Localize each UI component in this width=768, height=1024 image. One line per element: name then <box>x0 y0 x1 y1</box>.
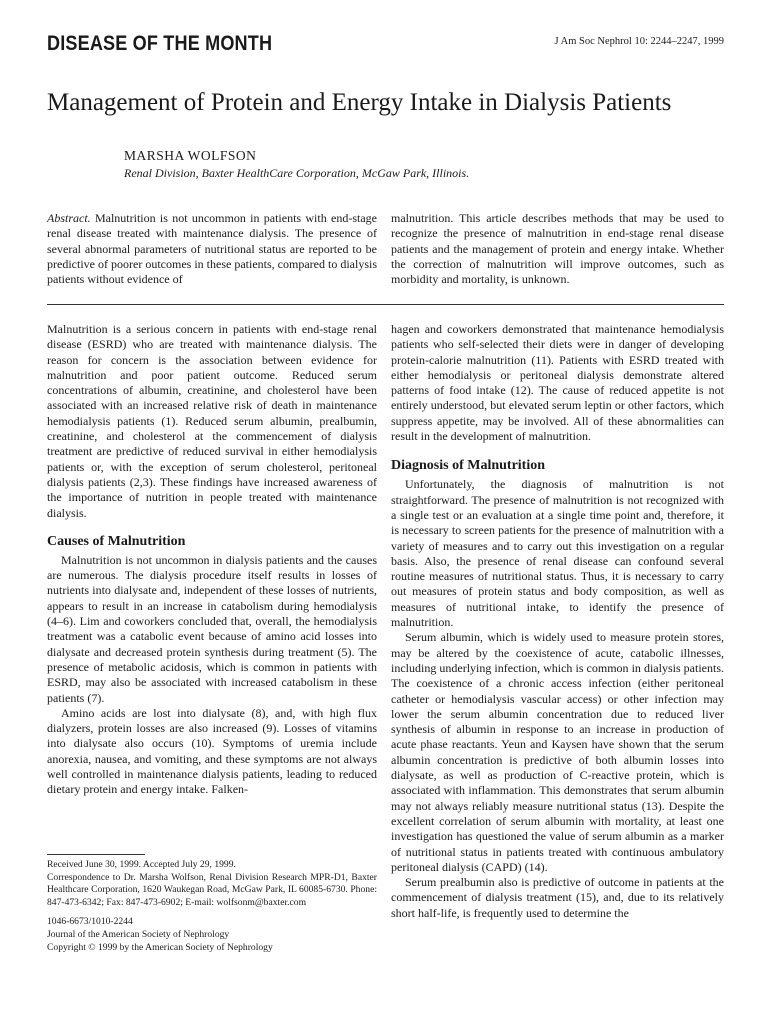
diagnosis-paragraph-2: Serum albumin, which is widely used to measure protein stores, may be altered by the coexistence of acute, catabolic illnesses, including underlying infection, which is common in dialysis patients. The coexistence of a chronic access infection (either peritoneal catheter or hemodialysis vascular access) or other infection may lower the serum albumin concentration due to reduced liver synthesis of albumin in response to an increase in production of acute phase reactants. Yeun and Kaysen have shown that the serum albumin concentration is predictive of both albumin losses into dialysate, as well as production of C-reactive protein, which is associated with inflammation. This demonstrates that serum albumin may not always reliably measure nutritional status (13). Despite the excellent correlation of serum albumin with mortality, at least one investigation has questioned the value of serum albumin as a marker of nutritional status in patients treated with continuous ambulatory peritoneal dialysis (CAPD) (14). <box>391 630 724 874</box>
abstract-text-left: Malnutrition is not uncommon in patients with end-stage renal disease treated with maintenance dialysis. The presence of several abnormal parameters of nutritional status are reported to be predictive of poorer outcomes in these patients, compared to dialysis patients without evidence of <box>47 211 377 287</box>
footnotes <box>47 859 377 954</box>
abstract-right-column <box>391 211 724 287</box>
causes-paragraph-1: Malnutrition is not uncommon in dialysis patients and the causes are numerous. The dialysis procedure itself results in losses of nutrients into dialysate and, independent of these losses of nutrients, appears to result in an increase in catabolism during hemodialysis (4–6). Lim and coworkers concluded that, overall, the hemodialysis treatment was a catabolic event because of amino acid losses into dialysate and decreased protein synthesis during treatment (5). The presence of metabolic acidosis, which is common in patients with ESRD, may also be associated with increased catabolism in these patients (7). <box>47 552 377 705</box>
author-affiliation: Renal Division, Baxter HealthCare Corporation, McGaw Park, Illinois. <box>124 166 470 180</box>
issn-code: 1046-6673/1010-2244 <box>47 916 133 928</box>
copyright-note: Copyright © 1999 by the American Society of Nephrology <box>47 941 273 953</box>
article-title: Management of Protein and Energy Intake in Dialysis Patients <box>47 89 672 116</box>
journal-name: Journal of the American Society of Nephrology <box>47 928 230 940</box>
journal-citation: J Am Soc Nephrol 10: 2244–2247, 1999 <box>554 36 724 47</box>
body-right-column <box>391 322 724 921</box>
causes-heading: Causes of Malnutrition <box>47 533 186 549</box>
correspondence-note: Correspondence to Dr. Marsha Wolfson, Renal Division Research MPR-D1, Baxter Healthcare Corporation, 1620 Waukegan Road, McGaw Park, IL 60085-6730. Phone: 847-473-6342; Fax: 847-473-6902; E-mail: wolfsonm@baxter.com <box>47 871 377 908</box>
diagnosis-paragraph-3: Serum prealbumin also is predictive of outcome in patients at the commencement of dialysis treatment (15), and, due to its relatively short half-life, is frequently used to determine the <box>391 875 724 920</box>
received-date: Received June 30, 1999. Accepted July 29, 1999. <box>47 859 236 870</box>
intro-paragraph: Malnutrition is a serious concern in patients with end-stage renal disease (ESRD) who are treated with maintenance dialysis. The reason for concern is the association between evidence for malnutrition and poor patient outcome. Reduced serum concentrations of albumin, creatinine, and cholesterol have been associated with an increased relative risk of death in maintenance hemodialysis patients (1). Reduced serum albumin, prealbumin, creatinine, and cholesterol at the commencement of dialysis treatment are predictive of reduced survival in either hemodialysis patients or, with the exception of serum cholesterol, peritoneal dialysis patients (2,3). These findings have increased awareness of the importance of nutrition in people treated with maintenance dialysis. <box>47 322 377 520</box>
abstract-text-right: malnutrition. This article describes methods that may be used to recognize the presence of malnutrition in end-stage renal disease patients and the management of protein and energy intake. Whether the correction of malnutrition will improve outcomes, such as morbidity and mortality, is unknown. <box>391 211 724 287</box>
continuation-paragraph: hagen and coworkers demonstrated that maintenance hemodialysis patients who self-selected their diets were in danger of developing protein-calorie malnutrition (11). Patients with ESRD treated with either hemodialysis or peritoneal dialysis demonstrate altered patterns of food intake (12). The cause of reduced appetite is not entirely understood, but elevated serum leptin or other factors, which suppress appetite, may be involved. All of these abnormalities can result in the development of malnutrition. <box>391 322 724 444</box>
diagnosis-heading: Diagnosis of Malnutrition <box>391 458 546 474</box>
abstract-left-column <box>47 211 377 287</box>
abstract-divider <box>47 304 724 305</box>
abstract-paragraph <box>47 211 377 287</box>
author-name: MARSHA WOLFSON <box>124 148 257 163</box>
section-label: DISEASE OF THE MONTH <box>47 32 273 55</box>
diagnosis-paragraph-1: Unfortunately, the diagnosis of malnutrition is not straightforward. The presence of malnutrition is not recognized with a single test or an evaluation at a single time point and, therefore, it is necessary to screen patients for the presence of malnutrition with a variety of measures and to carry out this investigation on a regular basis. Also, the presence of renal disease can confound several routine measures of nutritional status. Thus, it is necessary to carry out measures of protein status and body composition, as well as measures of nutritional intake, to identify the presence of malnutrition. <box>391 477 724 630</box>
abstract-label: Abstract. <box>47 211 91 225</box>
causes-paragraph-2: Amino acids are lost into dialysate (8), and, with high flux dialyzers, protein losses are also increased (9). Losses of vitamins into dialysate also occurs (10). Symptoms of uremia include anorexia, nausea, and vomiting, and these symptoms are not always well controlled in maintenance dialysis patients, leading to reduced dietary protein and energy intake. Falken- <box>47 705 377 797</box>
footnote-divider <box>47 854 145 855</box>
body-left-column <box>47 322 377 798</box>
